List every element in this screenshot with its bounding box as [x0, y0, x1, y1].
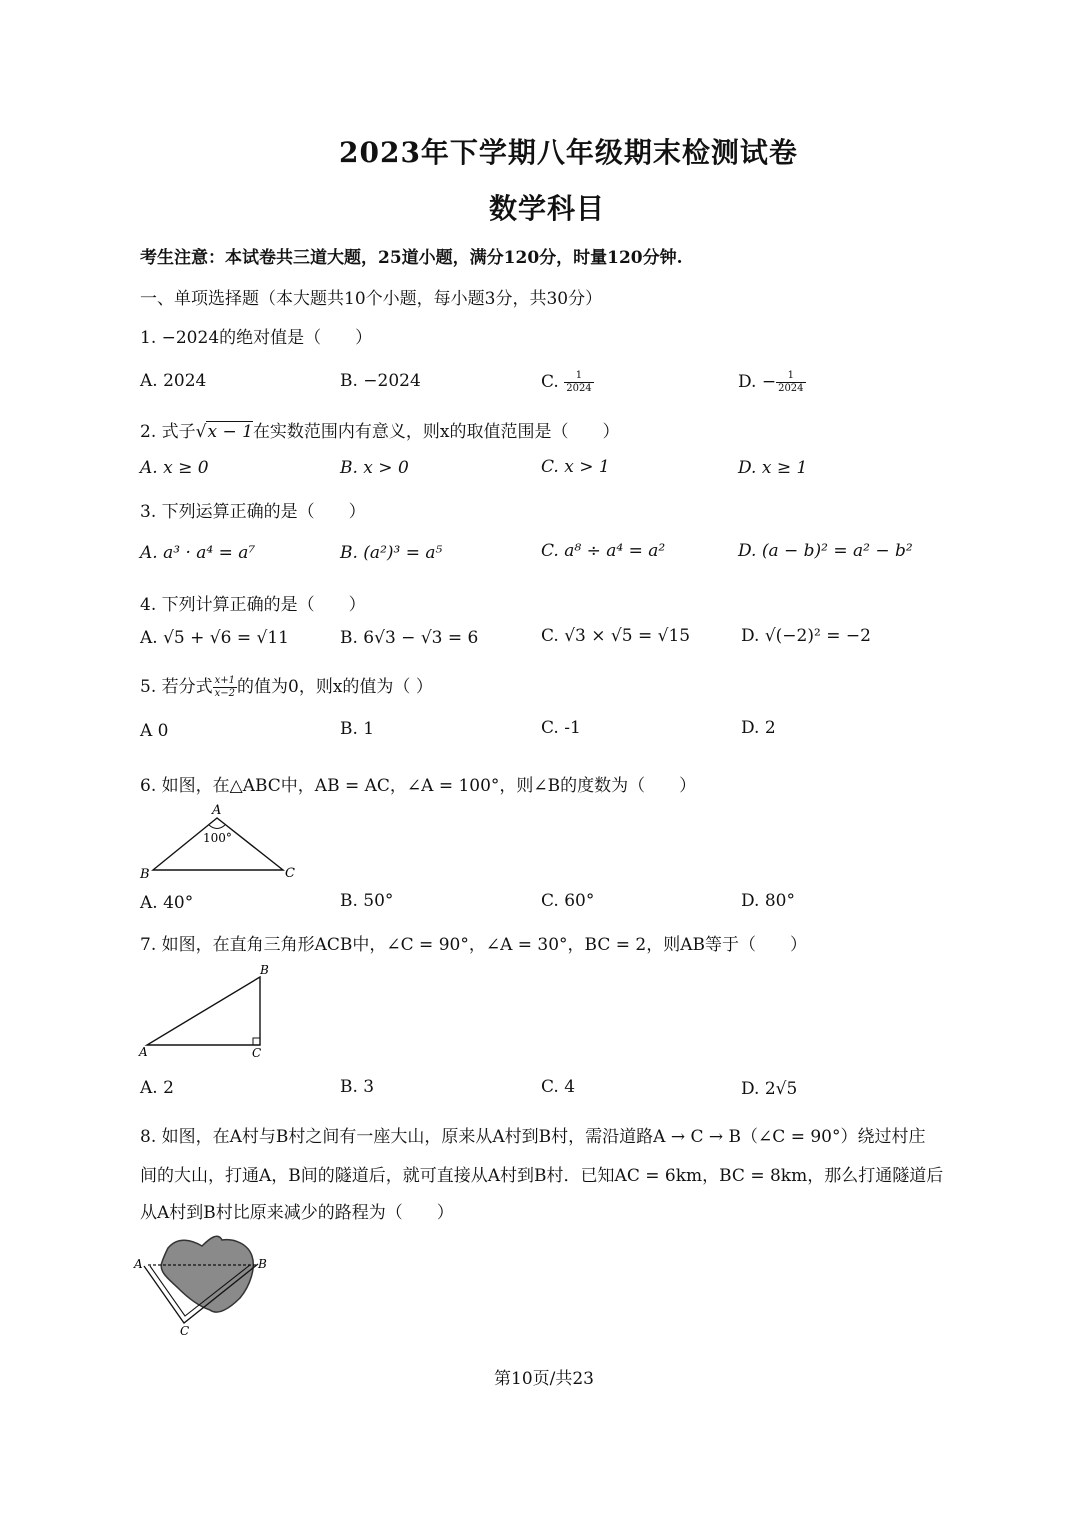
vertex-b-label: B [140, 867, 150, 882]
fraction-numerator: 1 [776, 370, 805, 383]
q6-option-a: A. 40° [140, 893, 194, 913]
vertex-b-label: B [260, 963, 269, 977]
fraction-denominator: 2024 [566, 383, 592, 394]
radical-sign: √ [195, 422, 207, 442]
question-8-line-3: 从A村到B村比原来减少的路程为（ ） [140, 1203, 454, 1223]
q1-option-c-fraction [564, 370, 593, 395]
vertex-a-label: A [139, 1045, 148, 1059]
question-6-stem: 6. 如图，在△ABC中，AB = AC，∠A = 100°，则∠B的度数为（ ） [140, 776, 697, 796]
question-8-line-2: 间的大山，打通A，B间的隧道后，就可直接从A村到B村．已知AC = 6km，BC = 8km，那么打通隧道后 [140, 1166, 944, 1186]
q3-option-a: A. a³ · a⁴ = a⁷ [140, 543, 256, 563]
q7-option-c: C. 4 [541, 1077, 576, 1097]
q1-option-a: A. 2024 [140, 371, 207, 391]
page-title: 2023年下学期八年级期末检测试卷 [339, 136, 798, 169]
q7-right-triangle-figure [135, 962, 285, 1062]
vertex-b-label: B [258, 1257, 267, 1271]
q6-option-c: C. 60° [541, 891, 595, 911]
q7-option-b: B. 3 [340, 1077, 375, 1097]
q4-option-a: A. √5 + √6 = √11 [140, 628, 289, 648]
question-7-stem: 7. 如图，在直角三角形ACB中，∠C = 90°，∠A = 30°，BC = 2，则AB等于（ ） [140, 935, 807, 955]
triangle-acb [147, 977, 260, 1045]
mountain-shape [161, 1236, 253, 1312]
question-1-stem: 1. −2024的绝对值是（ ） [140, 328, 373, 348]
q6-option-b: B. 50° [340, 891, 394, 911]
q3-option-d: D. (a − b)² = a² − b² [738, 541, 913, 561]
q6-triangle-figure [135, 800, 305, 885]
q5-fraction [213, 675, 237, 700]
angle-arc [209, 825, 225, 829]
notice-text: 本试卷共三道大题，25道小题，满分120分，时量120分钟. [225, 248, 683, 268]
section-heading: 一、单项选择题（本大题共10个小题，每小题3分，共30分） [140, 289, 603, 309]
vertex-c-label: C [252, 1046, 262, 1060]
vertex-c-label: C [285, 866, 295, 881]
q5-option-b: B. 1 [340, 719, 375, 739]
q2-option-c: C. x > 1 [541, 457, 610, 477]
q2-stem-pre: 2. 式子 [140, 422, 196, 442]
q2-option-d: D. x ≥ 1 [738, 458, 808, 478]
q2-option-b: B. x > 0 [340, 458, 409, 478]
page-number: 第10页/共23 [494, 1369, 594, 1389]
question-5-stem [140, 672, 433, 700]
notice-label: 考生注意： [140, 248, 225, 268]
q5-option-c: C. -1 [541, 718, 581, 738]
subject-title: 数学科目 [489, 192, 606, 225]
notice [140, 243, 683, 268]
question-8-line-1: 8. 如图，在A村与B村之间有一座大山，原来从A村到B村，需沿道路A → C → B（∠C = 90°）绕过村庄 [140, 1127, 926, 1147]
q4-option-c: C. √3 × √5 = √15 [541, 626, 691, 646]
q4-option-b: B. 6√3 − √3 = 6 [340, 628, 479, 648]
q3-option-b: B. (a²)³ = a⁵ [340, 543, 443, 563]
question-4-stem: 4. 下列计算正确的是（ ） [140, 595, 366, 615]
q7-option-d: D. 2√5 [741, 1079, 798, 1099]
vertex-c-label: C [180, 1324, 190, 1338]
q2-stem-post: 在实数范围内有意义，则x的取值范围是（ ） [252, 422, 620, 442]
q6-option-d: D. 80° [741, 891, 795, 911]
right-angle-mark [253, 1038, 260, 1045]
vertex-a-label: A [212, 803, 222, 818]
q1-option-c [541, 370, 594, 395]
q5-option-d: D. 2 [741, 718, 776, 738]
q7-option-a: A. 2 [140, 1078, 174, 1098]
q1-option-c-label: C. [541, 372, 565, 392]
fraction-denominator: x−2 [214, 688, 236, 699]
angle-label: 100° [203, 831, 232, 845]
q3-option-c: C. a⁸ ÷ a⁴ = a² [541, 541, 666, 561]
fraction-denominator: 2024 [778, 383, 804, 394]
fraction-numerator: 1 [564, 370, 593, 383]
q2-option-a: A. x ≥ 0 [140, 458, 209, 478]
q1-option-d [738, 370, 806, 395]
question-3-stem: 3. 下列运算正确的是（ ） [140, 502, 366, 522]
q8-mountain-figure [130, 1228, 280, 1338]
q5-stem-post: 的值为0，则x的值为（ ） [237, 677, 433, 697]
q5-stem-pre: 5. 若分式 [140, 677, 213, 697]
q1-option-d-label: D. − [738, 372, 777, 392]
q1-option-d-fraction [776, 370, 805, 395]
q2-radicand: x − 1 [207, 422, 253, 442]
q5-option-a: A 0 [140, 721, 169, 741]
q4-option-d: D. √(−2)² = −2 [741, 626, 871, 646]
fraction-numerator: x+1 [214, 675, 236, 686]
question-2-stem [140, 417, 620, 442]
vertex-a-label: A [134, 1257, 143, 1271]
q1-option-b: B. −2024 [340, 371, 421, 391]
